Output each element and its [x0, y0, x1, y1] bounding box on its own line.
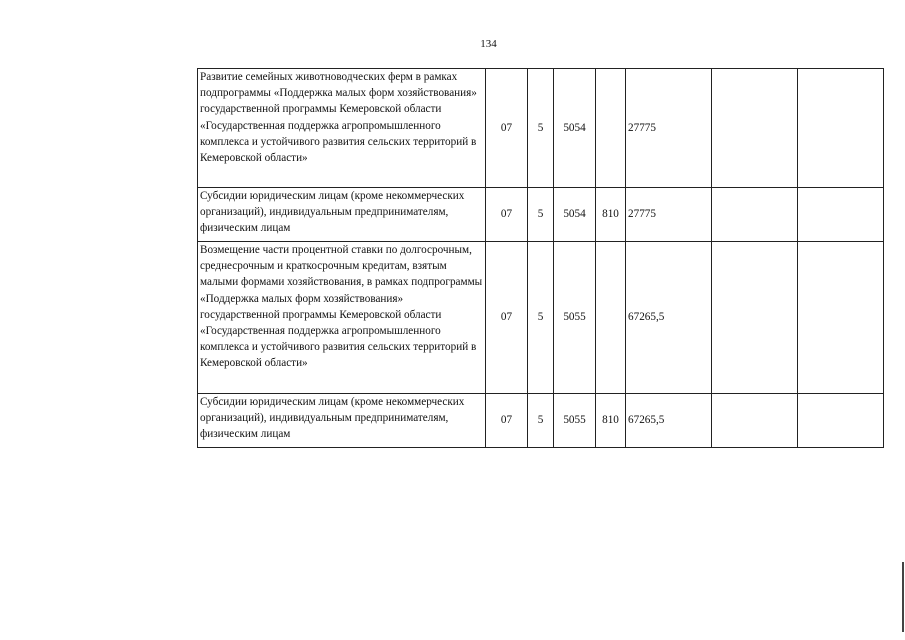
expense-type-code: [596, 242, 626, 394]
row-description: Субсидии юридическим лицам (кроме некоммерческих организаций), индивидуальным предпринимателям, физическим лицам: [198, 188, 486, 242]
target-article-code: 5055: [554, 394, 596, 448]
page-number: 134: [480, 38, 497, 50]
section-code: 07: [486, 188, 528, 242]
empty-cell: [712, 394, 798, 448]
section-code: 07: [486, 69, 528, 188]
section-code: 07: [486, 394, 528, 448]
subsection-code: 5: [528, 69, 554, 188]
amount: 27775: [626, 188, 712, 242]
empty-cell: [798, 188, 884, 242]
scan-edge-mark: [902, 562, 904, 632]
row-description: Возмещение части процентной ставки по долгосрочным, среднесрочным и краткосрочным кредитам, взятым малыми формами хозяйствования, в рамках подпрограммы «Поддержка малых форм хозяйствования» государственной программы Кемеровской области «Государственная поддержка агропромышленного комплекса и устойчивого развития сельских территорий в Кемеровской области»: [198, 242, 486, 394]
target-article-code: 5054: [554, 69, 596, 188]
empty-cell: [712, 242, 798, 394]
section-code: 07: [486, 242, 528, 394]
table-row: [198, 69, 884, 188]
empty-cell: [712, 69, 798, 188]
amount: 67265,5: [626, 394, 712, 448]
subsection-code: 5: [528, 242, 554, 394]
amount: 27775: [626, 69, 712, 188]
empty-cell: [798, 242, 884, 394]
target-article-code: 5055: [554, 242, 596, 394]
row-description: Субсидии юридическим лицам (кроме некоммерческих организаций), индивидуальным предпринимателям, физическим лицам: [198, 394, 486, 448]
table-row: [198, 242, 884, 394]
empty-cell: [712, 188, 798, 242]
table-row: [198, 188, 884, 242]
expense-type-code: 810: [596, 188, 626, 242]
empty-cell: [798, 69, 884, 188]
budget-table: [197, 68, 884, 448]
expense-type-code: 810: [596, 394, 626, 448]
row-description: Развитие семейных животноводческих ферм в рамках подпрограммы «Поддержка малых форм хозяйствования» государственной программы Кемеровской области «Государственная поддержка агропромышленного комплекса и устойчивого развития сельских территорий в Кемеровской области»: [198, 69, 486, 188]
expense-type-code: [596, 69, 626, 188]
empty-cell: [798, 394, 884, 448]
subsection-code: 5: [528, 394, 554, 448]
amount: 67265,5: [626, 242, 712, 394]
target-article-code: 5054: [554, 188, 596, 242]
subsection-code: 5: [528, 188, 554, 242]
table-row: [198, 394, 884, 448]
